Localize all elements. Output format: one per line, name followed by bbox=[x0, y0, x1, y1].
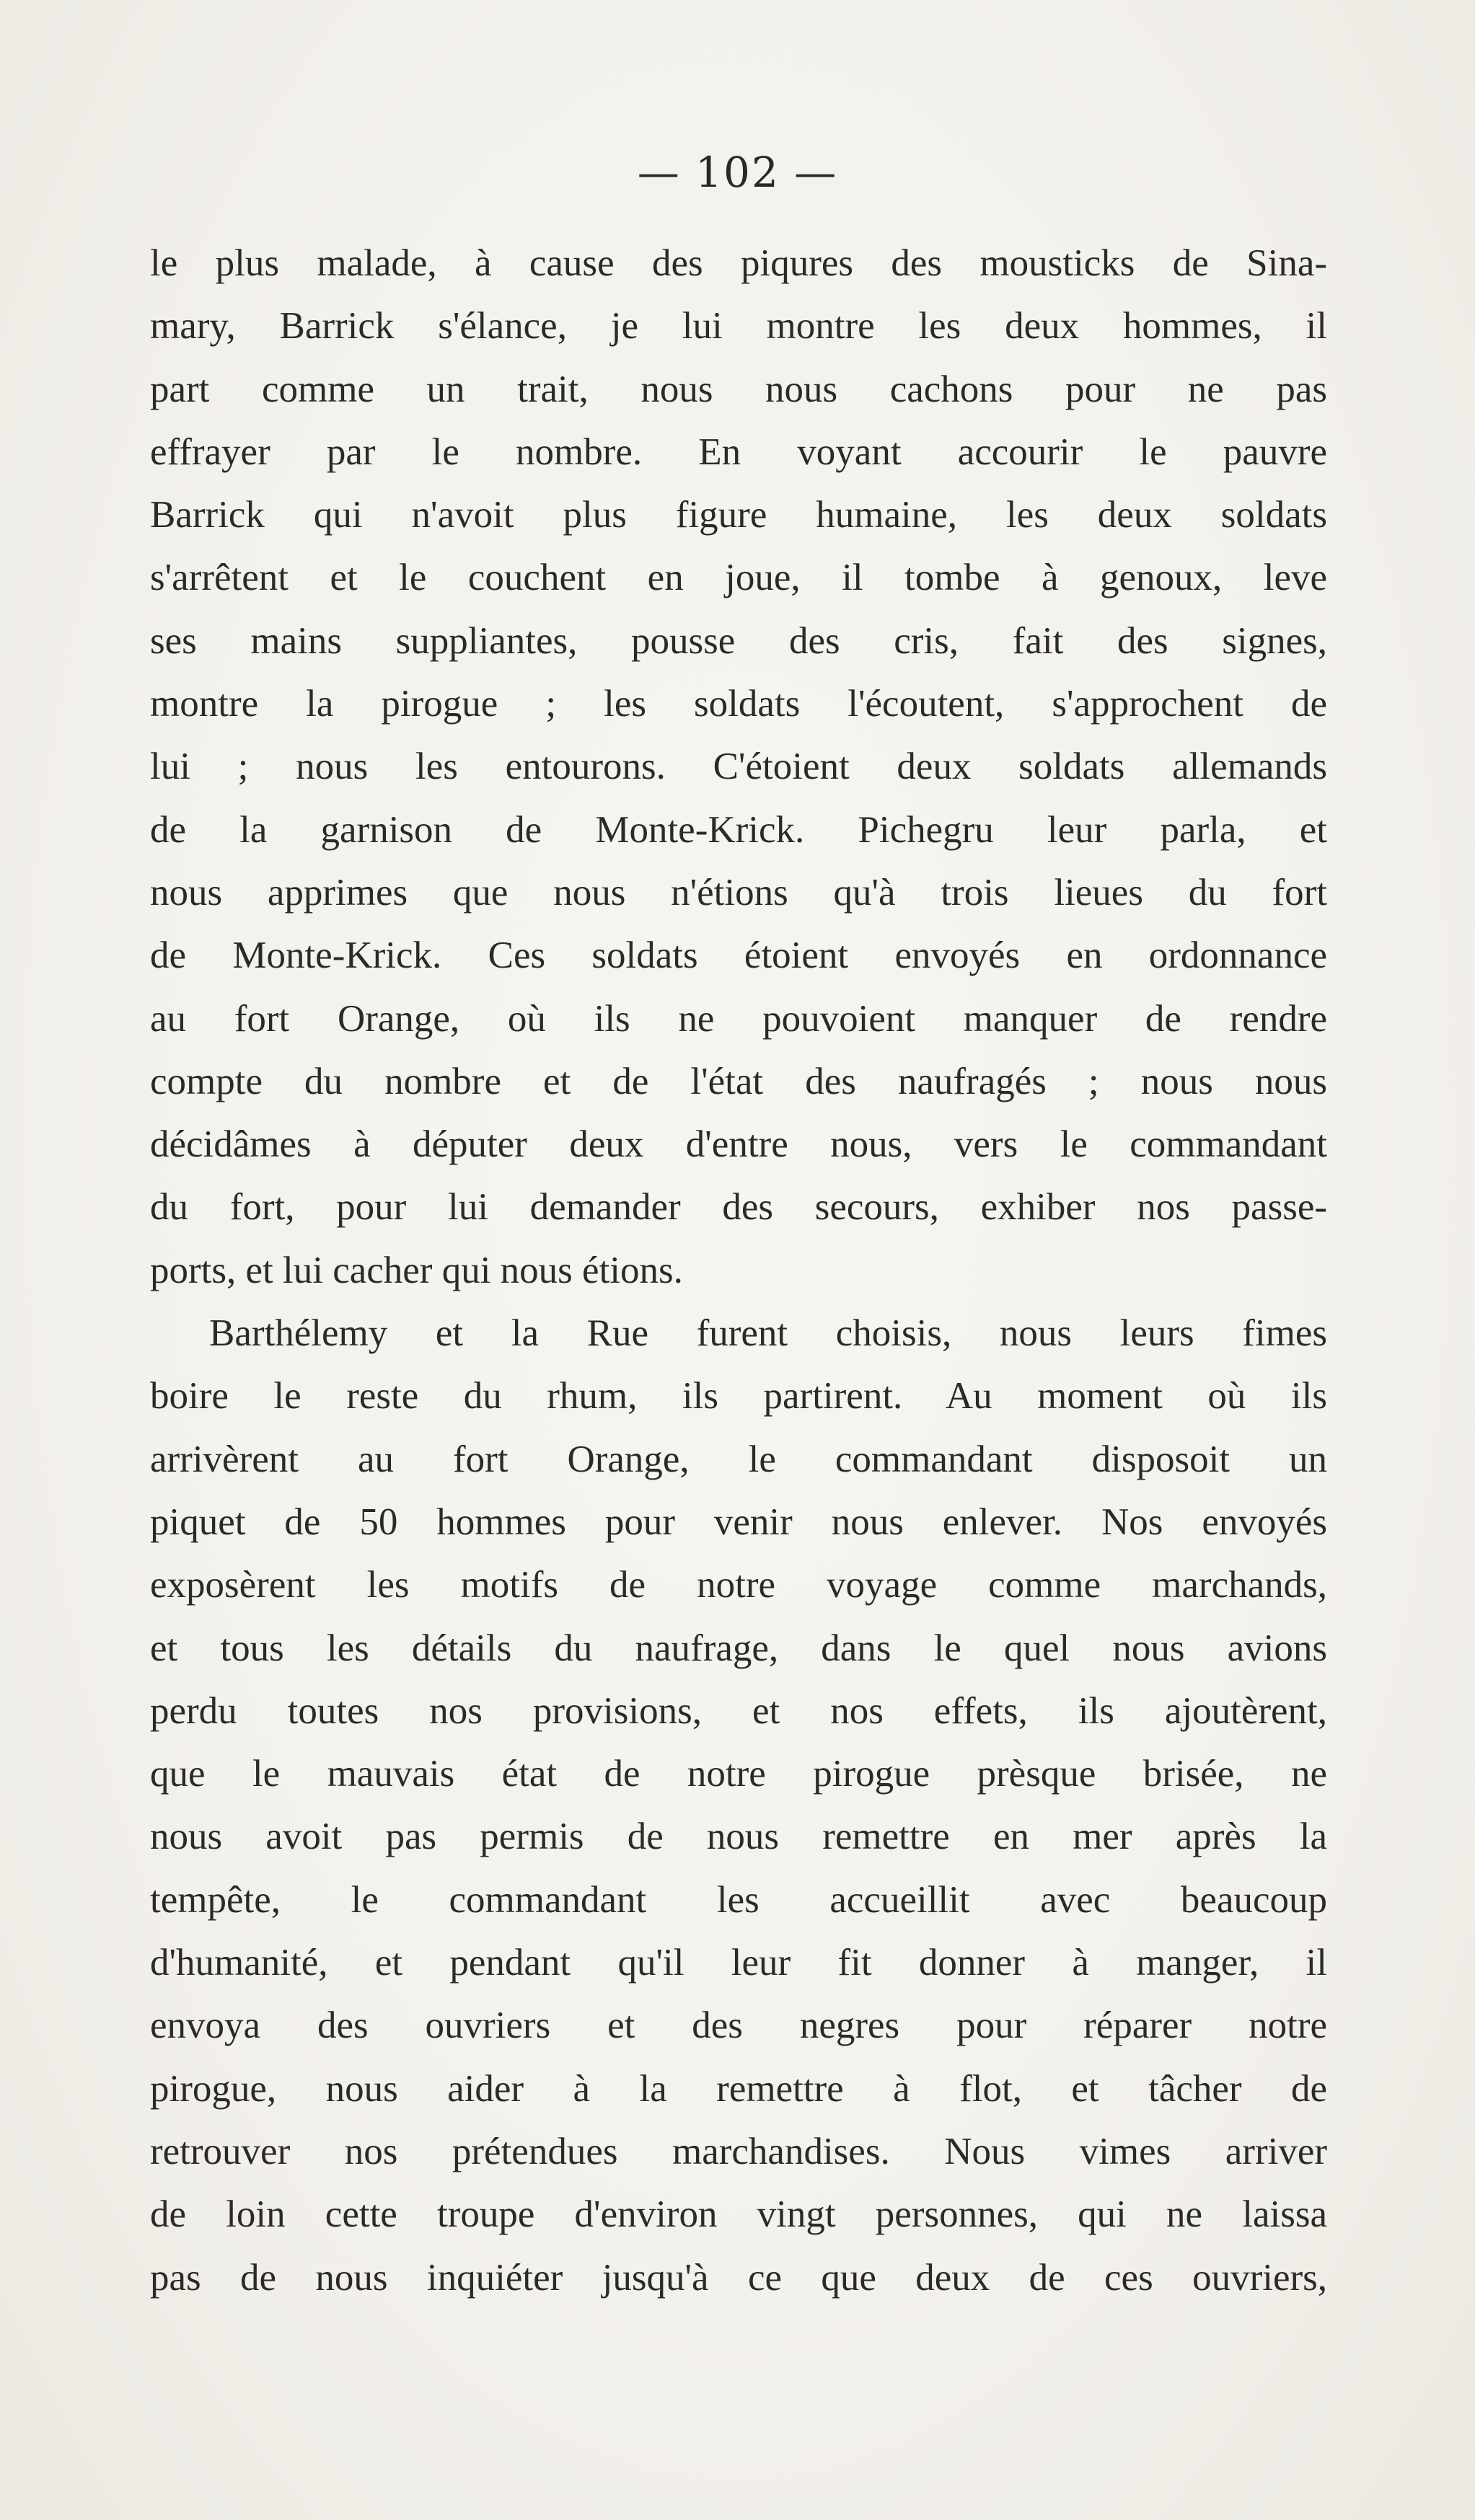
text-line: retrouver nos prétendues marchandises. Nous vimes arriver bbox=[150, 2130, 1327, 2172]
text-line: pirogue, nous aider à la remettre à flot, et tâcher de bbox=[150, 2067, 1327, 2110]
text-line: que le mauvais état de notre pirogue prèsque brisée, ne bbox=[150, 1753, 1327, 1795]
text-line: nous apprimes que nous n'étions qu'à trois lieues du fort bbox=[150, 871, 1327, 914]
text-line: exposèrent les motifs de notre voyage comme marchands, bbox=[150, 1564, 1327, 1606]
page-number: — 102 — bbox=[637, 148, 838, 197]
text-line: piquet de 50 hommes pour venir nous enlever. Nos envoyés bbox=[150, 1500, 1327, 1543]
text-line: arrivèrent au fort Orange, le commandant disposoit un bbox=[150, 1438, 1327, 1480]
text-line: perdu toutes nos provisions, et nos effets, ils ajoutèrent, bbox=[150, 1689, 1327, 1732]
text-line: au fort Orange, où ils ne pouvoient manquer de rendre bbox=[150, 997, 1327, 1040]
text-line: lui ; nous les entourons. C'étoient deux soldats allemands bbox=[150, 746, 1327, 788]
text-line: Barthélemy et la Rue furent choisis, nous leurs fimes bbox=[209, 1312, 1327, 1355]
text-line: décidâmes à députer deux d'entre nous, vers le commandant bbox=[150, 1123, 1327, 1166]
text-line: part comme un trait, nous nous cachons pour ne pas bbox=[150, 368, 1327, 410]
text-line: de la garnison de Monte-Krick. Pichegru leur parla, et bbox=[150, 808, 1327, 851]
text-line: du fort, pour lui demander des secours, exhiber nos passe- bbox=[150, 1186, 1327, 1229]
text-line: de loin cette troupe d'environ vingt personnes, qui ne laissa bbox=[150, 2193, 1327, 2236]
text-line: montre la pirogue ; les soldats l'écoutent, s'approchent de bbox=[150, 683, 1327, 725]
text-line: nous avoit pas permis de nous remettre en mer après la bbox=[150, 1816, 1327, 1858]
text-line: envoya des ouvriers et des negres pour réparer notre bbox=[150, 2004, 1327, 2047]
text-line: tempête, le commandant les accueillit avec beaucoup bbox=[150, 1878, 1327, 1921]
text-line: ses mains suppliantes, pousse des cris, fait des signes, bbox=[150, 619, 1327, 662]
text-line: de Monte-Krick. Ces soldats étoient envoyés en ordonnance bbox=[150, 934, 1327, 977]
text-line: compte du nombre et de l'état des naufragés ; nous nous bbox=[150, 1060, 1327, 1102]
text-line: s'arrêtent et le couchent en joue, il tombe à genoux, leve bbox=[150, 557, 1327, 599]
text-line: le plus malade, à cause des piqures des mousticks de Sina- bbox=[150, 242, 1327, 284]
text-line: Barrick qui n'avoit plus figure humaine, les deux soldats bbox=[150, 494, 1327, 536]
text-line: effrayer par le nombre. En voyant accourir le pauvre bbox=[150, 430, 1327, 473]
text-line: mary, Barrick s'élance, je lui montre les deux hommes, il bbox=[150, 305, 1327, 348]
text-line: pas de nous inquiéter jusqu'à ce que deux de ces ouvriers, bbox=[150, 2256, 1327, 2299]
text-line: boire le reste du rhum, ils partirent. Au moment où ils bbox=[150, 1375, 1327, 1418]
body-text bbox=[150, 232, 1327, 2309]
text-line: d'humanité, et pendant qu'il leur fit donner à manger, il bbox=[150, 1942, 1327, 1984]
text-line: ports, et lui cacher qui nous étions. bbox=[150, 1249, 683, 1291]
text-line: et tous les détails du naufrage, dans le quel nous avions bbox=[150, 1627, 1327, 1669]
